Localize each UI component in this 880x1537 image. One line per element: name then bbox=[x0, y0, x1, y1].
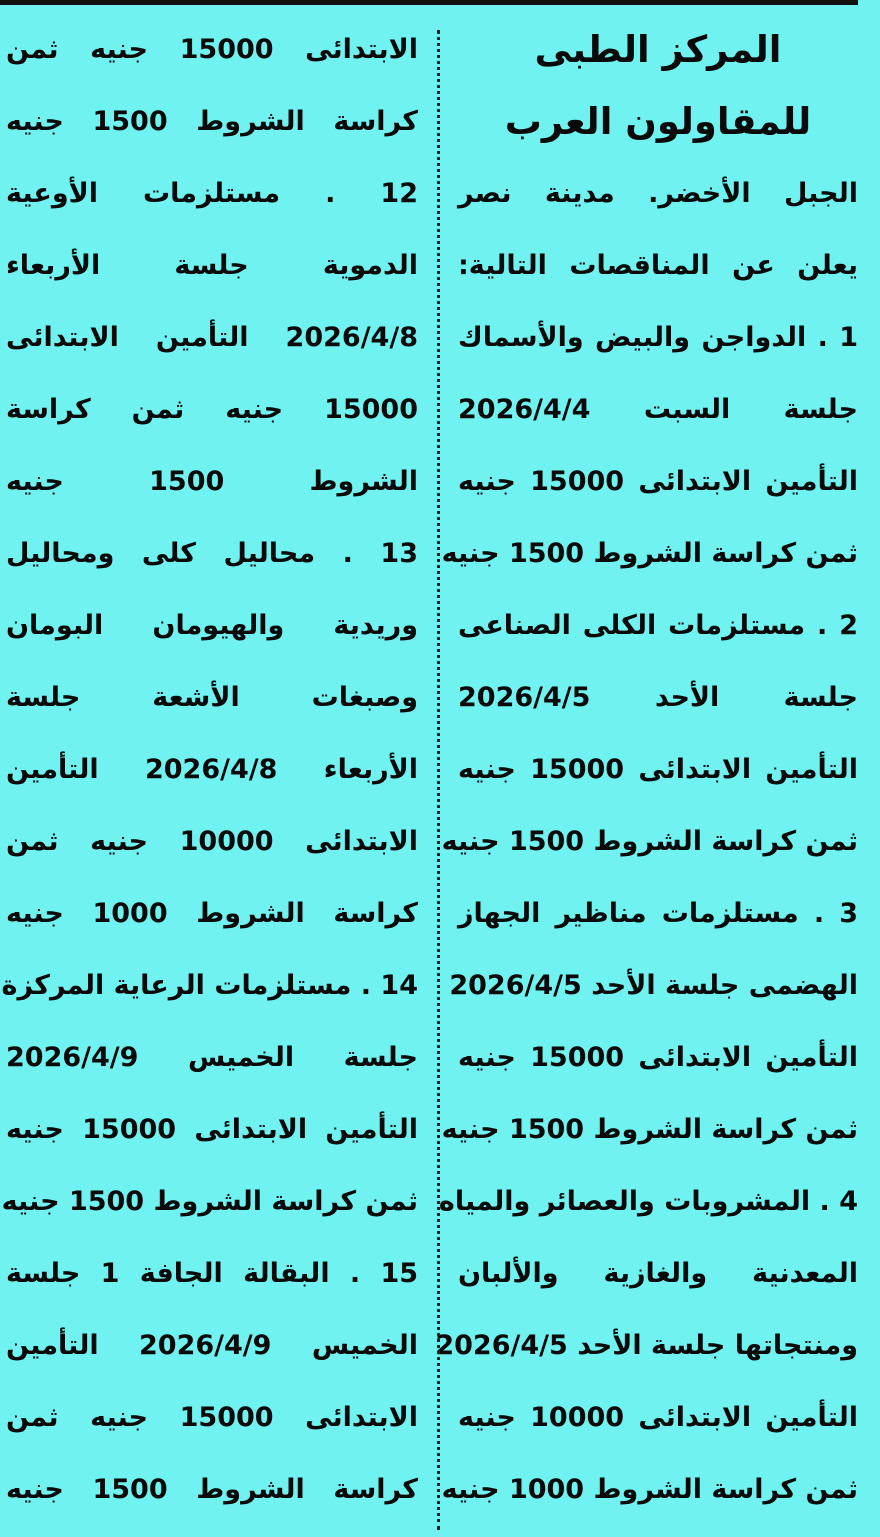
text-line: 15 . البقالة الجافة 1 جلسة bbox=[6, 1258, 419, 1289]
text-line: كراسة الشروط 1500 جنيه bbox=[6, 1474, 419, 1505]
text-line: 12 . مستلزمات الأوعية bbox=[6, 178, 418, 209]
text-line: الابتدائى 15000 جنيه ثمن bbox=[6, 1402, 418, 1433]
text-line: 2026/4/8 التأمين الابتدائى bbox=[6, 322, 418, 353]
text-line: 14 . مستلزمات الرعاية المركزة bbox=[1, 970, 418, 1001]
right-column bbox=[435, 14, 858, 1526]
text-line: يعلن عن المناقصات التالية: bbox=[458, 250, 858, 281]
text-line: التأمين الابتدائى 15000 جنيه bbox=[458, 754, 858, 785]
text-line: المعدنية والغازية والألبان bbox=[458, 1258, 858, 1289]
text-line: الشروط 1500 جنيه bbox=[6, 466, 419, 497]
text-line: الخميس 2026/4/9 التأمين bbox=[6, 1330, 418, 1361]
text-line: كراسة الشروط 1500 جنيه bbox=[6, 106, 419, 137]
text-line: الهضمى جلسة الأحد 2026/4/5 bbox=[449, 970, 858, 1001]
text-line: ثمن كراسة الشروط 1500 جنيه bbox=[441, 1114, 858, 1145]
text-line: الأربعاء 2026/4/8 التأمين bbox=[6, 754, 418, 785]
text-line: التأمين الابتدائى 15000 جنيه bbox=[458, 466, 858, 497]
text-line: ثمن كراسة الشروط 1500 جنيه bbox=[441, 538, 858, 569]
text-line: ثمن كراسة الشروط 1500 جنيه bbox=[441, 826, 858, 857]
text-line: التأمين الابتدائى 15000 جنيه bbox=[458, 1042, 858, 1073]
text-line: التأمين الابتدائى 10000 جنيه bbox=[458, 1402, 858, 1433]
text-line: وريدية والهيومان البومان bbox=[6, 610, 418, 641]
text-line: ثمن كراسة الشروط 1000 جنيه bbox=[441, 1474, 858, 1505]
ad-title-line-1: المركز الطبى bbox=[534, 28, 782, 71]
text-line: 13 . محاليل كلى ومحاليل bbox=[6, 538, 418, 569]
ad-title-line-2: للمقاولون العرب bbox=[504, 100, 812, 143]
text-line: الجبل الأخضر. مدينة نصر bbox=[458, 178, 858, 209]
text-line: التأمين الابتدائى 15000 جنيه bbox=[6, 1114, 418, 1145]
text-line: 1 . الدواجن والبيض والأسماك bbox=[458, 322, 858, 353]
left-column bbox=[1, 14, 419, 1526]
text-line: الابتدائى 15000 جنيه ثمن bbox=[6, 34, 418, 65]
text-line: جلسة السبت 2026/4/4 bbox=[458, 394, 858, 425]
text-line: جلسة الخميس 2026/4/9 bbox=[6, 1042, 418, 1073]
text-line: وصبغات الأشعة جلسة bbox=[6, 682, 418, 713]
text-line: ثمن كراسة الشروط 1500 جنيه bbox=[1, 1186, 418, 1217]
text-line: ومنتجاتها جلسة الأحد 2026/4/5 bbox=[435, 1330, 858, 1361]
column-divider bbox=[437, 30, 440, 1530]
text-line: 3 . مستلزمات مناظير الجهاز bbox=[458, 898, 858, 929]
text-line: 2 . مستلزمات الكلى الصناعى bbox=[458, 610, 858, 641]
text-line: كراسة الشروط 1000 جنيه bbox=[6, 898, 419, 929]
text-line: 4 . المشروبات والعصائر والمياه bbox=[438, 1186, 858, 1217]
text-line: جلسة الأحد 2026/4/5 bbox=[458, 682, 858, 713]
text-line: الابتدائى 10000 جنيه ثمن bbox=[6, 826, 418, 857]
top-rule bbox=[0, 0, 858, 5]
text-line: الدموية جلسة الأربعاء bbox=[6, 250, 418, 281]
text-line: 15000 جنيه ثمن كراسة bbox=[6, 394, 418, 425]
